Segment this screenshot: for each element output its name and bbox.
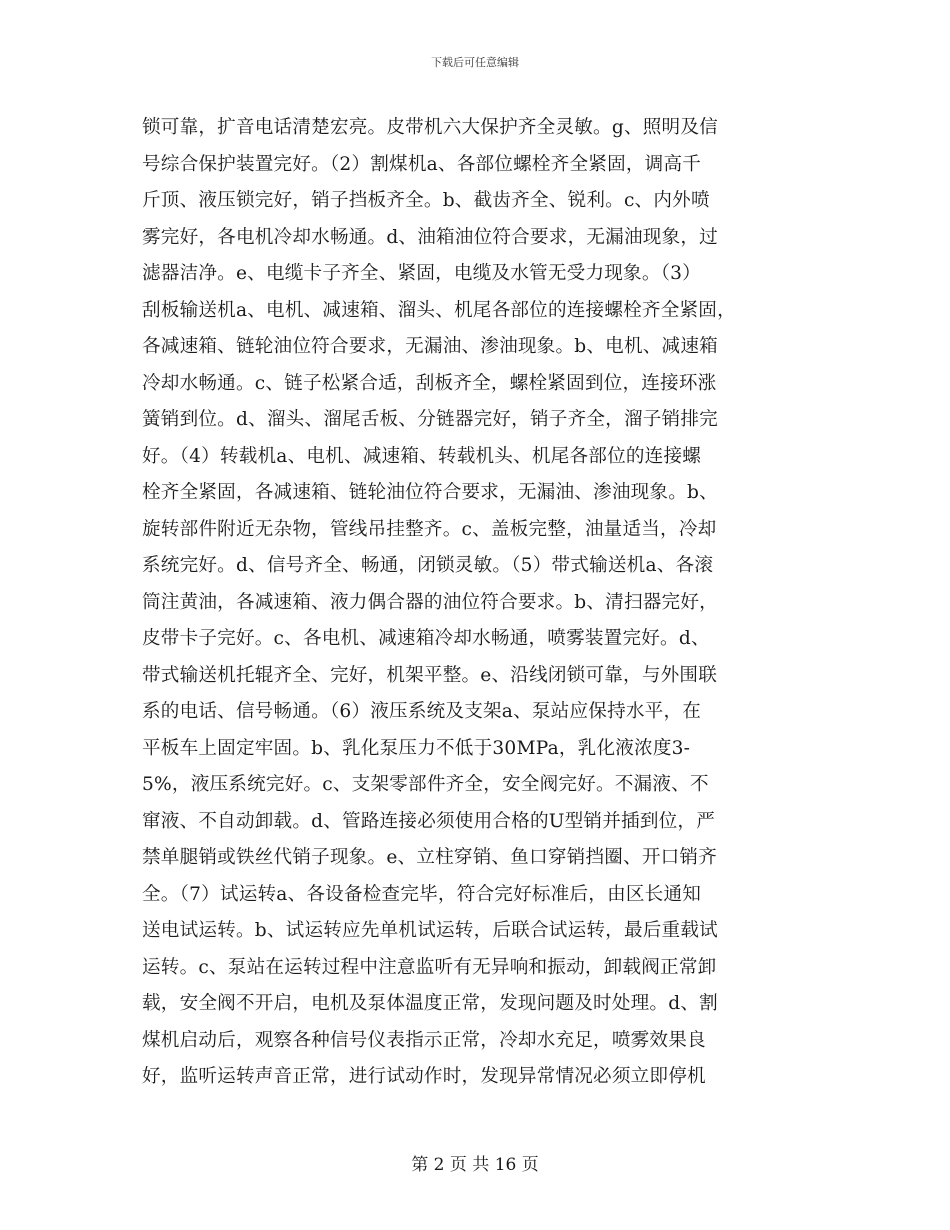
text-line: 刮板输送机a、电机、减速箱、溜头、机尾各部位的连接螺栓齐全紧固，: [142, 299, 736, 321]
text-line: 运转。c、泵站在运转过程中注意监听有无异响和振动，卸载阀正常卸: [142, 956, 717, 978]
text-line: 滤器洁净。e、电缆卡子齐全、紧固，电缆及水管无受力现象。（3）: [142, 263, 701, 284]
text-line: 煤机启动后，观察各种信号仪表指示正常，冷却水充足，喷雾效果良: [142, 1029, 706, 1051]
text-line: 皮带卡子完好。c、各电机、减速箱冷却水畅通，喷雾装置完好。d、: [142, 628, 710, 649]
text-line: 簧销到位。d、溜头、溜尾舌板、分链器完好，销子齐全，溜子销排完: [142, 409, 718, 430]
text-line: 送电试运转。b、试运转应先单机试运转，后联合试运转，最后重载试: [142, 920, 718, 941]
text-line: 雾完好，各电机冷却水畅通。d、油箱油位符合要求，无漏油现象，过: [142, 226, 718, 248]
text-line: 系统完好。d、信号齐全、畅通，闭锁灵敏。（5）带式输送机a、各滚: [142, 555, 714, 576]
page-number-footer: 第 2 页 共 16 页: [411, 1155, 539, 1175]
text-line: 禁单腿销或铁丝代销子现象。e、立柱穿销、鱼口穿销挡圈、开口销齐: [142, 847, 718, 868]
text-line: 窜液、不自动卸载。d、管路连接必须使用合格的U型销并插到位，严: [142, 810, 715, 832]
text-line: 系的电话、信号畅通。（6）液压系统及支架a、泵站应保持水平，在: [142, 701, 702, 722]
text-line: 5%，液压系统完好。c、支架零部件齐全，安全阀完好。不漏液、不: [142, 774, 709, 795]
text-line: 载，安全阀不开启，电机及泵体温度正常，发现问题及时处理。d、割: [142, 993, 718, 1014]
text-line: 好。（4）转载机a、电机、减速箱、转载机头、机尾各部位的连接螺: [142, 445, 702, 467]
text-line: 锁可靠，扩音电话清楚宏亮。皮带机六大保护齐全灵敏。g、照明及信: [142, 117, 718, 138]
text-line: 旋转部件附近无杂物，管线吊挂整齐。c、盖板完整，油量适当，冷却: [142, 518, 717, 540]
text-line: 斤顶、液压锁完好，销子挡板齐全。b、截齿齐全、锐利。c、内外喷: [142, 190, 710, 211]
page-header: 下载后可任意编辑: [431, 56, 519, 69]
text-line: 全。（7）试运转a、各设备检查完毕，符合完好标准后，由区长通知: [142, 883, 702, 905]
text-line: 平板车上固定牢固。b、乳化泵压力不低于30MPa，乳化液浓度3-: [142, 737, 691, 759]
text-line: 号综合保护装置完好。（2）割煤机a、各部位螺栓齐全紧固，调高千: [142, 153, 702, 175]
document-body: [142, 110, 822, 1096]
text-line: 好，监听运转声音正常，进行试动作时，发现异常情况必须立即停机: [142, 1066, 706, 1087]
text-line: 各减速箱、链轮油位符合要求，无漏油、渗油现象。b、电机、减速箱: [142, 336, 718, 357]
text-line: 带式输送机托辊齐全、完好，机架平整。e、沿线闭锁可靠，与外围联: [142, 664, 718, 686]
text-line: 筒注黄油，各减速箱、液力偶合器的油位符合要求。b、清扫器完好，: [142, 591, 718, 613]
text-line: 栓齐全紧固，各减速箱、链轮油位符合要求，无漏油、渗油现象。b、: [142, 482, 718, 503]
text-line: 冷却水畅通。c、链子松紧合适，刮板齐全，螺栓紧固到位，连接环涨: [142, 372, 717, 394]
